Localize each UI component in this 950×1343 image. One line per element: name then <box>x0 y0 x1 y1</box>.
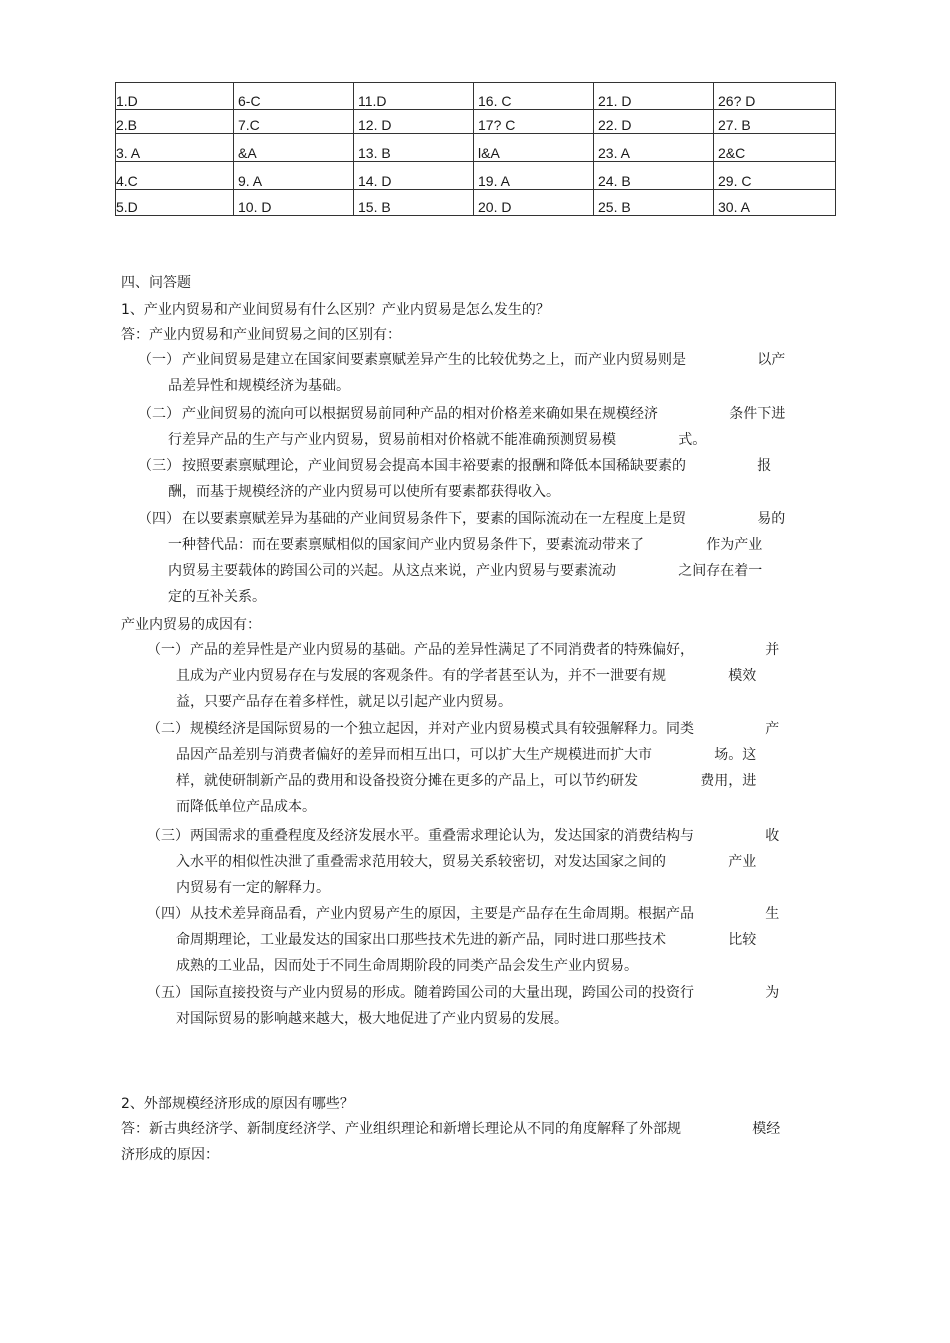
item-number: （一） <box>138 352 180 368</box>
item-text-line: 样，就使研制新产品的费用和设备投资分摊在更多的产品上，可以节约研发 费用，进 <box>176 773 757 789</box>
answer-cell: 3. A <box>116 134 234 162</box>
answer-cell: 2.B <box>116 110 234 134</box>
item-number: （二） <box>147 721 189 737</box>
item-text-line: 益，只要产品存在着多样性，就足以引起产业内贸易。 <box>176 694 512 710</box>
answer-line: 济形成的原因： <box>121 1147 219 1163</box>
answer-line: 答：新古典经济学、新制度经济学、产业组织理论和新增长理论从不同的角度解释了外部规 模经 <box>121 1121 781 1137</box>
item-text-line: 规模经济是国际贸易的一个独立起因，并对产业内贸易模式具有较强解释力。同类 产 <box>190 721 780 737</box>
item-text-line: 品差异性和规模经济为基础。 <box>168 378 350 394</box>
item-text-line: 国际直接投资与产业内贸易的形成。随着跨国公司的大量出现，跨国公司的投资行 为 <box>190 985 780 1001</box>
answer-row <box>116 110 836 134</box>
answer-cell: 30. A <box>714 190 836 216</box>
question-1-answer-intro: 答：产业内贸易和产业间贸易之间的区别有： <box>121 327 401 343</box>
item-text-line: 定的互补关系。 <box>168 589 266 605</box>
item-number: （五） <box>147 985 189 1001</box>
answer-cell: 17? C <box>474 110 594 134</box>
item-text-line: 且成为产业内贸易存在与发展的客观条件。有的学者甚至认为，并不一泄要有规 模效 <box>176 668 757 684</box>
item-text-line: 对国际贸易的影响越来越大，极大地促进了产业内贸易的发展。 <box>176 1011 568 1027</box>
answer-cell: 5.D <box>116 190 234 216</box>
item-text-line: 在以要素禀赋差异为基础的产业间贸易条件下，要素的国际流动在一左程度上是贸 易的 <box>182 511 786 527</box>
item-text-line: 两国需求的重叠程度及经济发展水平。重叠需求理论认为，发达国家的消费结构与 收 <box>190 828 780 844</box>
answer-cell: 14. D <box>354 162 474 190</box>
answer-cell: 29. C <box>714 162 836 190</box>
answer-cell: 16. C <box>474 83 594 110</box>
item-text-line: 内贸易主要载体的跨国公司的兴起。从这点来说，产业内贸易与要素流动 之间存在着一 <box>168 563 763 579</box>
answer-cell: 26? D <box>714 83 836 110</box>
answer-cell: 15. B <box>354 190 474 216</box>
answer-cell: 11.D <box>354 83 474 110</box>
answer-cell: 6-C <box>234 83 354 110</box>
item-text-line: 成熟的工业品，因而处于不同生命周期阶段的同类产品会发生产业内贸易。 <box>176 958 638 974</box>
section-heading: 四、问答题 <box>121 275 191 291</box>
answer-cell: 20. D <box>474 190 594 216</box>
answer-cell: 4.C <box>116 162 234 190</box>
item-number: （四） <box>138 511 180 527</box>
answer-key-table <box>115 82 836 216</box>
question-2-answer <box>121 1116 836 1168</box>
item-text-line: 品因产品差别与消费者偏好的差异而相互出口，可以扩大生产规模进而扩大市 场。这 <box>176 747 757 763</box>
answer-cell: 19. A <box>474 162 594 190</box>
answer-cell: &A <box>234 134 354 162</box>
answer-cell: 1.D <box>116 83 234 110</box>
item-text-line: 内贸易有一定的解释力。 <box>176 880 330 896</box>
item-text-line: 产业间贸易是建立在国家间要素禀赋差异产生的比较优势之上，而产业内贸易则是 以产 <box>182 352 786 368</box>
item-number: （三） <box>138 458 180 474</box>
item-text-line: 入水平的相似性决泄了重叠需求范用较大，贸易关系较密切，对发达国家之间的 产业 <box>176 854 757 870</box>
answer-cell: 27. B <box>714 110 836 134</box>
answer-cell: 23. A <box>594 134 714 162</box>
answer-cell: 24. B <box>594 162 714 190</box>
answer-cell: 2&C <box>714 134 836 162</box>
answer-row <box>116 162 836 190</box>
answer-row <box>116 134 836 162</box>
item-text-line: 从技术差异商品看，产业内贸易产生的原因，主要是产品存在生命周期。根据产品 生 <box>190 906 780 922</box>
item-text-line: 按照要素禀赋理论，产业间贸易会提高本国丰裕要素的报酬和降低本国稀缺要素的 报 <box>182 458 772 474</box>
item-number: （三） <box>147 828 189 844</box>
question-1-title: 1、产业内贸易和产业间贸易有什么区别？产业内贸易是怎么发生的？ <box>121 302 550 318</box>
item-number: （四） <box>147 906 189 922</box>
answer-cell: 13. B <box>354 134 474 162</box>
item-number: （二） <box>138 406 180 422</box>
causes-title: 产业内贸易的成因有： <box>121 617 261 633</box>
item-text-line: 命周期理论，工业最发达的国家出口那些技术先进的新产品，同时进口那些技术 比较 <box>176 932 757 948</box>
answer-cell: 25. B <box>594 190 714 216</box>
item-text-line: 一种替代品：而在要素禀赋相似的国家间产业内贸易条件下，要素流动带来了 作为产业 <box>168 537 763 553</box>
answer-cell: 12. D <box>354 110 474 134</box>
item-number: （一） <box>147 642 189 658</box>
answer-cell: 22. D <box>594 110 714 134</box>
answer-cell: l&A <box>474 134 594 162</box>
item-text-line: 行差异产品的生产与产业内贸易，贸易前相对价格就不能准确预测贸易模 式。 <box>168 432 707 448</box>
answer-row <box>116 190 836 216</box>
answer-cell: 21. D <box>594 83 714 110</box>
item-text-line: 产品的差异性是产业内贸易的基础。产品的差异性满足了不同消费者的特殊偏好， 并 <box>190 642 780 658</box>
answer-row <box>116 83 836 110</box>
item-text-line: 产业间贸易的流向可以根据贸易前同种产品的相对价格差来确如果在规模经济 条件下进 <box>182 406 786 422</box>
answer-cell: 7.C <box>234 110 354 134</box>
item-text-line: 而降低单位产品成本。 <box>176 799 316 815</box>
answer-cell: 10. D <box>234 190 354 216</box>
item-text-line: 酬，而基于规模经济的产业内贸易可以使所有要素都获得收入。 <box>168 484 560 500</box>
question-2-title: 2、外部规模经济形成的原因有哪些？ <box>121 1096 354 1112</box>
answer-cell: 9. A <box>234 162 354 190</box>
